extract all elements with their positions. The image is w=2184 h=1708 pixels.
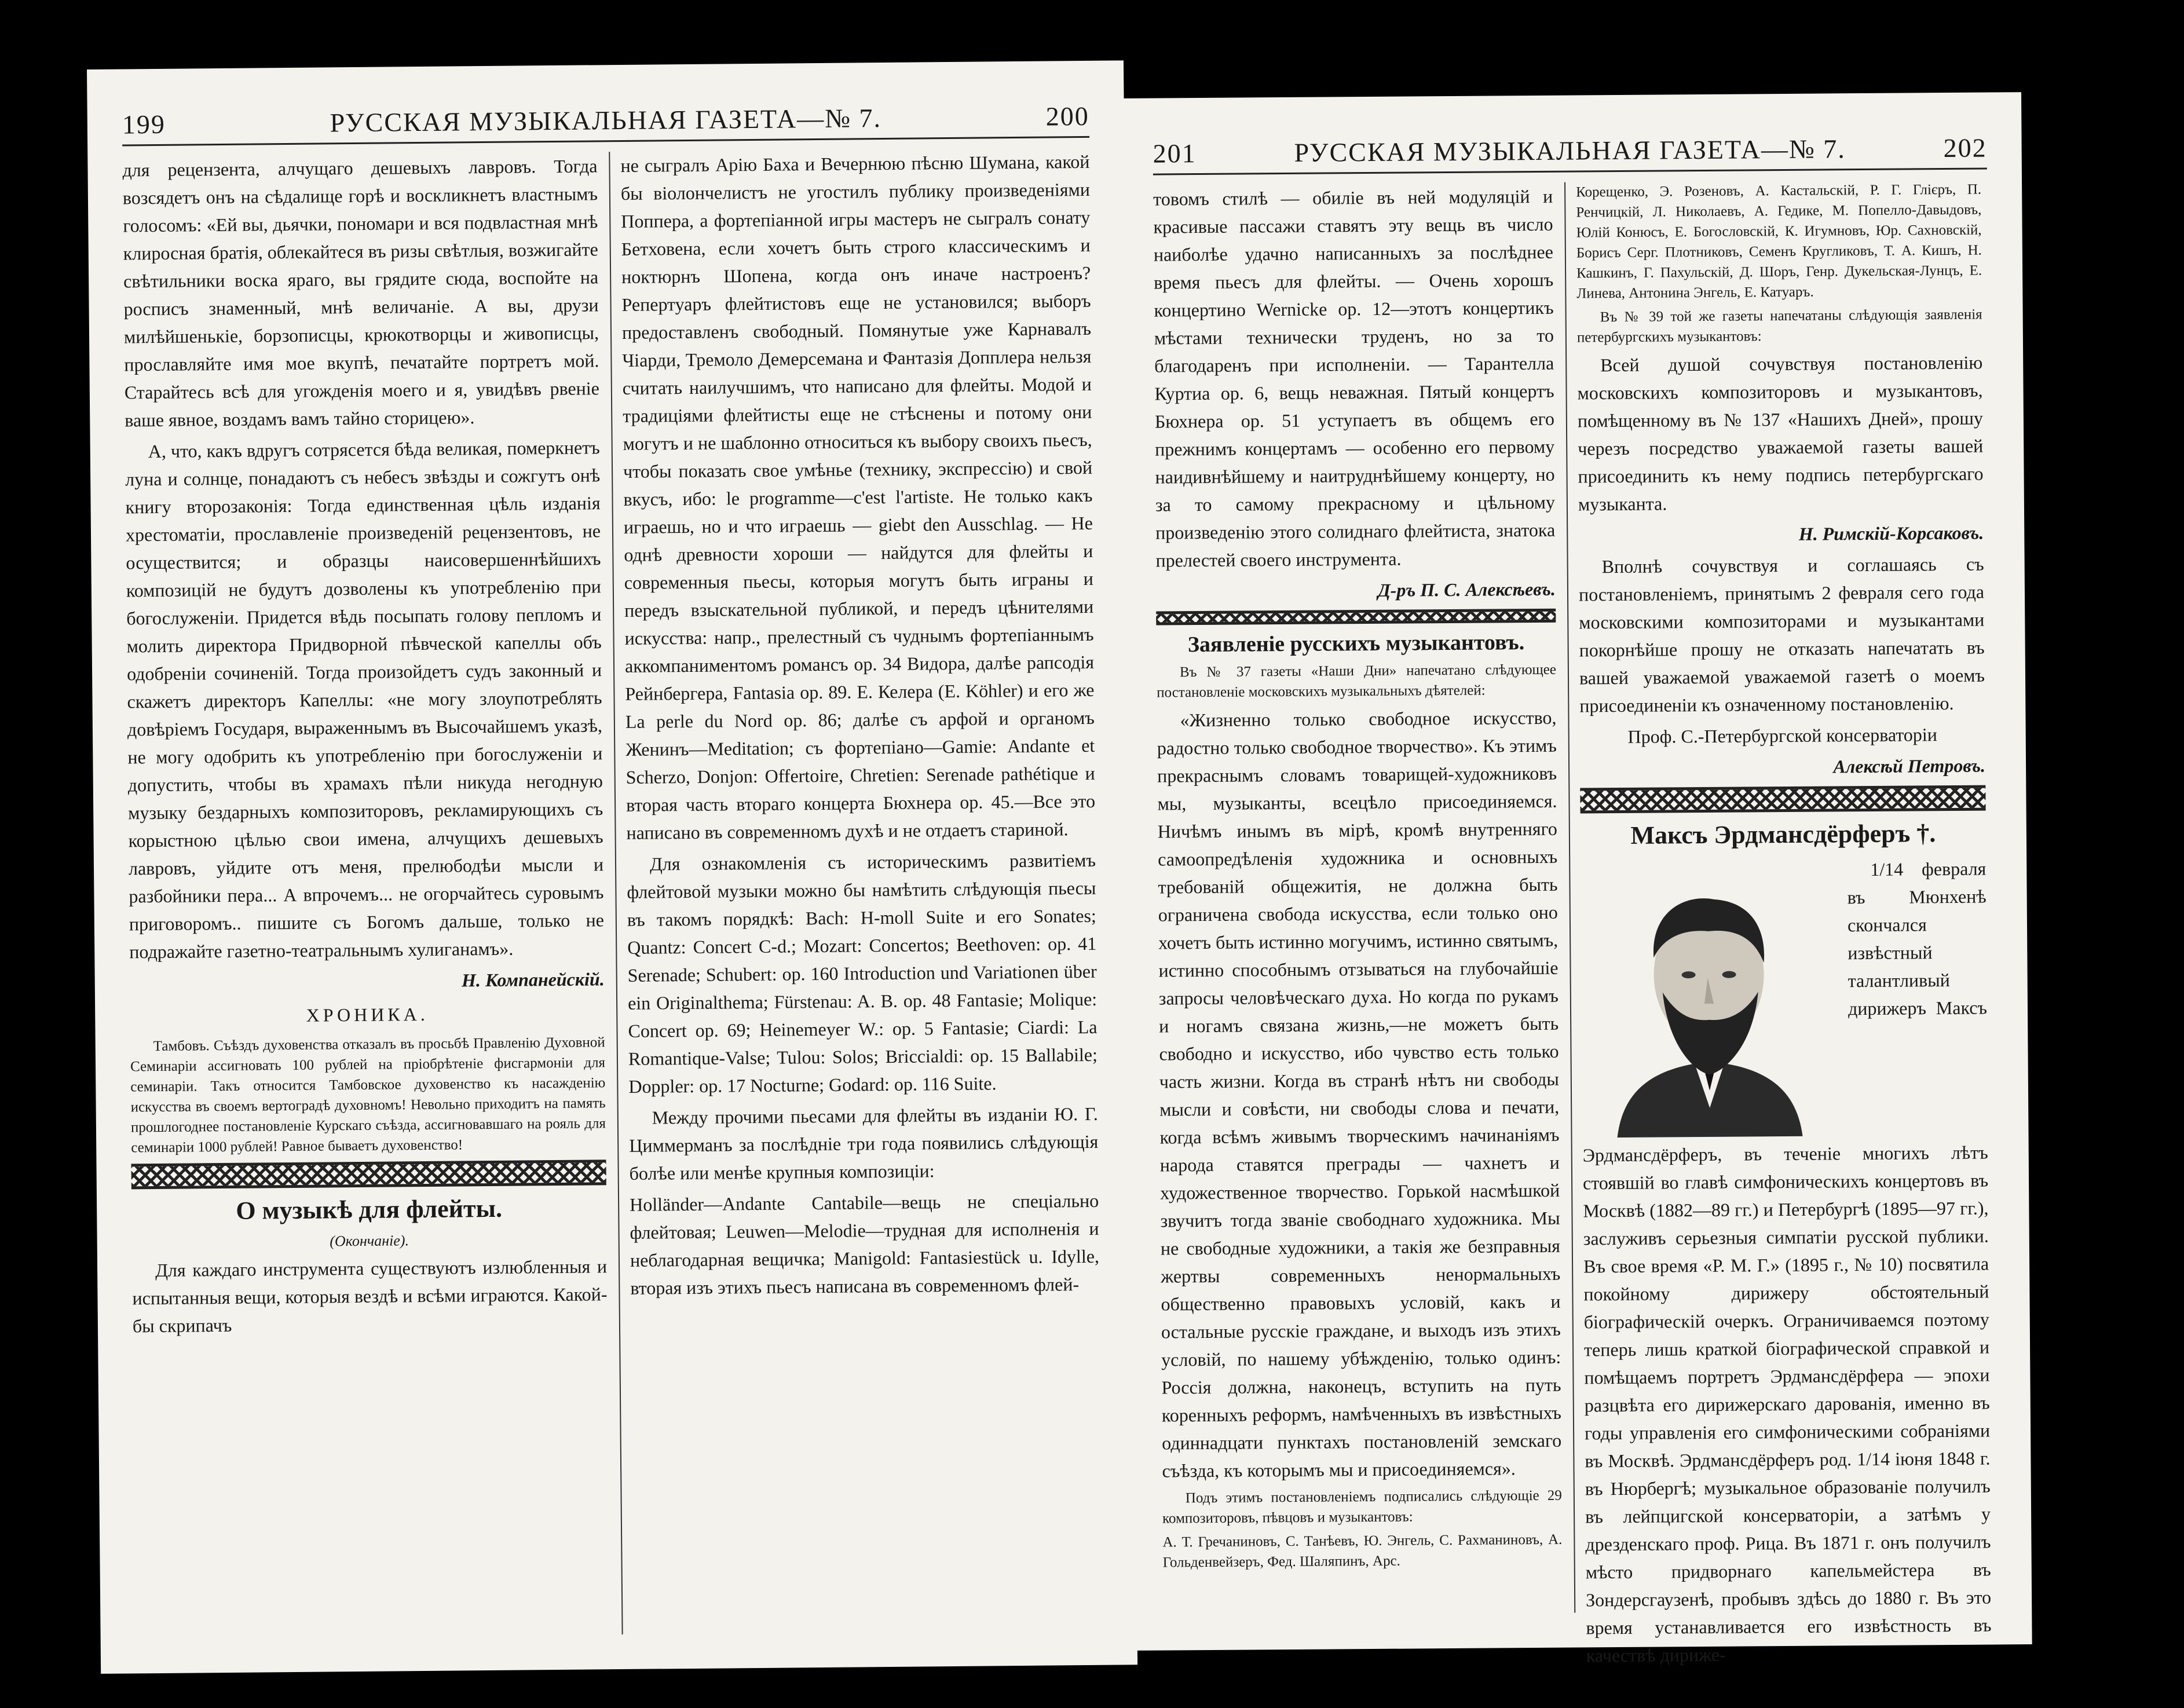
statement-intro: Въ № 37 газеты «Наши Дни» напечатано слѣдующее постановленіе московскихъ музыкальныхъ дѣятелей: <box>1157 661 1556 701</box>
paragraph: для рецензента, алчущаго дешевыхъ лавровъ. Тогда возсядетъ онъ на сѣдалище горѣ и воскликнетъ властнымъ голосомъ: «Ей вы, дьячки, пономари и вся подвластная мнѣ клиросная братія, облекайтеся въ ризы свѣтлыя, возжигайте свѣтильники воска яраго, вы грядите сюда, воспойте на росписъ знаменный, мнѣ величаніе. А вы, друзи милѣйшенькіе, борзописцы, крюкотворцы и живописцы, прославляйте имя мое вкупѣ, печатайте портретъ мой. Старайтесь всѣ для угожденія моего и я, увидѣвъ рвеніе ваше явное, воздамъ вамъ тайно сторицею». <box>122 155 599 431</box>
author-signature: Н. Римскій-Корсаковъ. <box>1798 522 1984 544</box>
left-page <box>87 60 1137 1674</box>
paragraph: не сыгралъ Арію Баха и Вечернюю пѣсню Шумана, какой бы віолончелистъ не угостилъ публику произведеніями Поппера, а фортепіанной игры мастеръ не сыгралъ сонату Бетховена, если хочетъ быть строго классическимъ и ноктюрнъ Шопена, когда онъ иначе настроенъ? Репертуаръ флейтистовъ еще не установился; выборъ предоставленъ свободный. Помянутые уже Карнавалъ Чіарди, Тремоло Демерсемана и Фантазія Допплера нельзя считать наилучшимъ, что написано для флейты. Модой и традиціями флейтисты еще не стѣснены и потому они могутъ и не шаблонно относиться къ выбору своихъ пьесъ, чтобы показать свое умѣнье (технику, экспрессію) и свой вкусъ, ибо: le programme—c'est l'artiste. Не только какъ играешь, но и что играешь — giebt den Ausschlag. — Не однѣ древности хороши — найдутся для флейты и современныя пьесы, которыя могутъ быть играны и передъ взыскательной публикой, и передъ цѣнителями искусства: напр., прелестный съ чуднымъ фортепіаннымъ аккомпаниментомъ романсъ ор. 34 Видора, далѣе рапсодія Рейнбергера, Fantasia ор. 89. Е. Келера (E. Köhler) и его же La perle du Nord ор. 86; далѣе съ арфой и органомъ Женинъ—Meditation; съ фортепіано—Gamie: Andante et Scherzo, Donjon: Offertoire, Chretien: Serenade pathétique и вторая часть втораго концерта Бюхнера ор. 45.—Все это написано въ современномъ духѣ и не отдаетъ стариной. <box>620 151 1096 843</box>
author-title: Проф. С.-Петербургской консерваторіи <box>1627 724 1937 747</box>
right-page <box>1118 92 2032 1666</box>
note: Въ № 39 той же газеты напечатаны слѣдующія заявленія петербургскихъ музыкантовъ: <box>1576 306 1982 346</box>
article-title: Заявленіе русскихъ музыкантовъ. <box>1187 630 1525 657</box>
running-header-left <box>122 96 1090 147</box>
paragraph: Между прочими пьесами для флейты въ изданіи Ю. Г. Циммерманъ за послѣдніе три года появились слѣдующія болѣе или менѣе крупныя композиціи: <box>629 1103 1099 1184</box>
running-header-right <box>1153 127 1987 175</box>
paragraph: Всей душой сочувствуя постановленію московскихъ композиторовъ и музыкантовъ, помѣщенному въ № 137 «Нашихъ Дней», прошу черезъ посредство уважаемой газеты вашей присоединить къ нему подпись петербургскаго музыканта. <box>1577 352 1984 515</box>
page-number: 199 <box>122 109 166 140</box>
running-title: РУССКАЯ МУЗЫКАЛЬНАЯ ГАЗЕТА—№ 7. <box>1294 134 1846 167</box>
section-heading: ХРОНИКА. <box>306 1003 429 1026</box>
author-signature: Д-ръ П. С. Алексѣевъ. <box>1377 578 1556 601</box>
article-title: О музыкѣ для флейты. <box>236 1194 503 1225</box>
signers-list: Корещенко, Э. Розеновъ, А. Кастальскій, Р. Г. Глієръ, П. Ренчицкій, Л. Николаевъ, А. Гедике, М. Попелло-Давыдовъ, Юлій Конюсъ, Е. Богословскій, К. Игумновъ, Юр. Сахновскій, Борисъ Серг. Плотниковъ, Семенъ Кругликовъ, Т. А. Кишъ, Н. Кашкинъ, Г. Пахульскій, Д. Шоръ, Генр. Дукельская-Лунцъ, Е. Линева, Антонина Энгель, Е. Катуаръ. <box>1576 181 1982 302</box>
obituary-title: Максъ Эрдмансдёрферъ †. <box>1630 819 1936 850</box>
column-4 <box>1576 180 1992 1673</box>
paragraph: «Жизненно только свободное искусство, радостно только свободное творчество». Къ этимъ прекраснымъ словамъ товарищей-художниковъ мы, музыканты, всецѣло присоединяемся. Ничѣмъ инымъ въ мірѣ, кромѣ внутренняго самоопредѣленія художника и основныхъ требованій общежитія, не должна быть ограничена свобода искусства, если только оно хочетъ быть истинно могучимъ, истинно святымъ, истинно способнымъ отзываться на глубочайшіе запросы человѣческаго духа. Но когда по рукамъ и ногамъ связана жизнь,—не можетъ быть свободно и искусство, ибо чувство есть только часть жизни. Когда въ странѣ нѣтъ ни свободы мысли и совѣсти, ни свободы слова и печати, когда всѣмъ живымъ творческимъ начинаніямъ народа ставятся преграды — чахнетъ и художественное творчество. Горькой насмѣшкой звучитъ тогда званіе свободнаго художника. Мы не свободные художники, а такія же безправныя жертвы современныхъ ненормальныхъ общественно правовыхъ условій, какъ и остальные русскіе граждане, и выходъ изъ этихъ условій, по нашему убѣжденію, только одинъ: Россія должна, наконецъ, вступить на путь коренныхъ реформъ, намѣченныхъ въ извѣстныхъ одиннадцати пунктахъ постановленій земскаго съѣзда, къ которымъ мы и присоединяемся». <box>1157 707 1562 1482</box>
author-signature: Алексѣй Петровъ. <box>1833 755 1986 777</box>
obituary-text: 1/14 февраля въ Мюнхенѣ скончался извѣстный талантливый дирижеръ Максъ Эрдмансдёрферъ, въ теченіе многихъ лѣтъ стоявшій во главѣ симфоническихъ концертовъ въ Москвѣ (1882—89 гг.) и Петербургѣ (1895—97 гг.), заслуживъ серьезныя симпатіи русской публики. Въ свое время «Р. М. Г.» (1895 г., № 10) посвятила покойному дирижеру обстоятельный біографическій очеркъ. Ограничиваемся поэтому теперь лишь краткой біографической справкой и помѣщаемъ портретъ Эрдмансдёрфера — эпохи разцвѣта его дирижерскаго дарованія, именно въ годы управленія его симфоническими собраніями въ Москвѣ. Эрдмансдёрферъ род. 1/14 іюня 1848 г. въ Нюрбергѣ; музыкальное образованіе получилъ въ лейпцигской консерваторіи, а затѣмъ у дрезденскаго проф. Рица. Въ 1871 г. онъ получилъ мѣсто придворнаго капельмейстера въ Зондерсгаузенѣ, пробывъ здѣсь до 1880 г. Въ это время устанавливается его извѣстность въ качествѣ дириже- <box>1582 858 1992 1666</box>
paragraph: товомъ стилѣ — обиліе въ ней модуляцій и красивые пассажи ставятъ эту вещь въ число наиболѣе удачно написанныхъ за послѣднее время пьесъ для флейты. — Очень хорошъ концертино Wernicke ор. 12—этотъ концертикъ мѣстами технически труденъ, но за то благодаренъ при исполненіи. — Тарантелла Куртиа ор. 6, вещь неважная. Пятый концертъ Бюхнера ор. 51 уступаетъ въ общемъ его прежнимъ концертамъ — особенно его первому наидивнѣйшему и наитруднѣйшему концерту, но за то самому прекрасному и цѣльному произведенію этого солиднаго флейтиста, знатока прелестей своего инструмента. <box>1153 185 1556 571</box>
column-1 <box>122 152 608 1343</box>
signers-list: А. Т. Гречаниновъ, С. Танѣевъ, Ю. Энгель, С. Рахманиновъ, А. Гольденвейзеръ, Фед. Шаляпинъ, Арс. <box>1162 1531 1563 1571</box>
column-rule <box>609 152 623 1634</box>
chronicle-text: Тамбовъ. Съѣздъ духовенства отказалъ въ просьбѣ Правленію Духовной Семинаріи ассигновать 100 рублей на пріобрѣтеніе фисгармоніи для семинаріи. Такъ относится Тамбовское духовенство къ насажденію искусства въ своемъ вертоградѣ духовномъ! Невольно приходитъ на память прошлогоднее постановленіе Курскаго съѣзда, ассигновавшаго на рояль для семинаріи 1000 рублей! Равное бываетъ духовенство! <box>130 1034 606 1156</box>
ornamental-divider <box>1580 785 1985 814</box>
page-number: 201 <box>1153 138 1197 169</box>
running-title: РУССКАЯ МУЗЫКАЛЬНАЯ ГАЗЕТА—№ 7. <box>330 103 882 138</box>
paragraph: А, что, какъ вдругъ сотрясется бѣда великая, померкнетъ луна и солнце, понадаютъ съ небесъ звѣзды и сожгутъ онѣ книгу второзаконія: Тогда единственная цѣль изданія хрестоматіи, прославленіе произведеній рецензентовъ, не осуществится; и образцы наисовершеннѣйшихъ композицій не будутъ дозволены къ употребленію при богослуженіи. Придется вѣдь посыпать голову пепломъ и молить директора Придворной пѣвческой капеллы объ одобреніи сочиненій. Тогда произойдетъ судъ законный и скажетъ директоръ Капеллы: «не могу злоупотреблять довѣріемъ Государя, выраженнымъ въ Высочайшемъ указѣ, не могу одобрить къ употребленію при богослуженіи и допустить, чтобы въ храмахъ пѣли никуда негодную музыку бездарныхъ композиторовъ, рекламирующихъ съ корыстною цѣлью свои имена, алчущихъ дешевыхъ лавровъ, уйдите отъ меня, прелюбодѣи мысли и разбойники пера... А впрочемъ... не огорчайтесь суровымъ приговоромъ.. пишите съ Богомъ дальше, только не подражайте газетно-театральнымъ хулиганамъ». <box>125 437 605 963</box>
paragraph: Для каждаго инструмента существуютъ излюбленныя и испытанныя вещи, которыя вездѣ и всѣми играются. Какой-бы скрипачъ <box>132 1256 608 1337</box>
column-rule <box>1564 182 1575 1613</box>
ornamental-divider <box>131 1160 606 1189</box>
article-subtitle: (Окончаніе). <box>330 1232 409 1250</box>
paragraph: Для ознакомленія съ историческимъ развитіемъ флейтовой музыки можно бы намѣтить слѣдующія пьесы въ такомъ порядкѣ: Bach: H-moll Suite и его Sonates; Quantz: Concert C-d.; Mozart: Concertos; Beethoven: op. 41 Serenade; Schubert: op. 160 Introduction und Variationen über ein Originalthema; Fürstenau: A. B. op. 48 Fantasie; Molique: Concert op. 69; Heinemeyer W.: op. 5 Fantasie; Ciardi: La Romantique-Valse; Tulou: Solos; Briccialdi: op. 15 Ballabile; Doppler: op. 17 Nocturne; Godard: op. 116 Suite. <box>627 849 1098 1097</box>
page-number: 202 <box>1943 133 1987 163</box>
page-number: 200 <box>1045 101 1089 131</box>
paragraph: Holländer—Andante Cantabile—вещь не спеціально флейтовая; Leuwen—Melodie—трудная для исполненія и неблагодарная вещичка; Manigold: Fantasiestück u. Idylle, вторая изъ этихъ пьесъ написана въ современномъ флей- <box>629 1190 1100 1299</box>
signers-intro: Подъ этимъ постановленіемъ подписались слѣдующіе 29 композиторовъ, пѣвцовъ и музыкантовъ: <box>1162 1487 1562 1527</box>
ornamental-divider <box>1156 609 1556 626</box>
column-2 <box>620 148 1099 1305</box>
paragraph: Вполнѣ сочувствуя и соглашаясь съ постановленіемъ, принятымъ 2 февраля сего года московскими композиторами и музыкантами покорнѣйше прошу не отказать напечатать въ вашей уважаемой уважаемой газетѣ о моемъ присоединеніи къ означенному постановленію. <box>1578 553 1985 716</box>
column-3 <box>1153 182 1563 1577</box>
portrait-image <box>1581 858 1837 1138</box>
author-signature: Н. Компанейскій. <box>461 968 605 991</box>
